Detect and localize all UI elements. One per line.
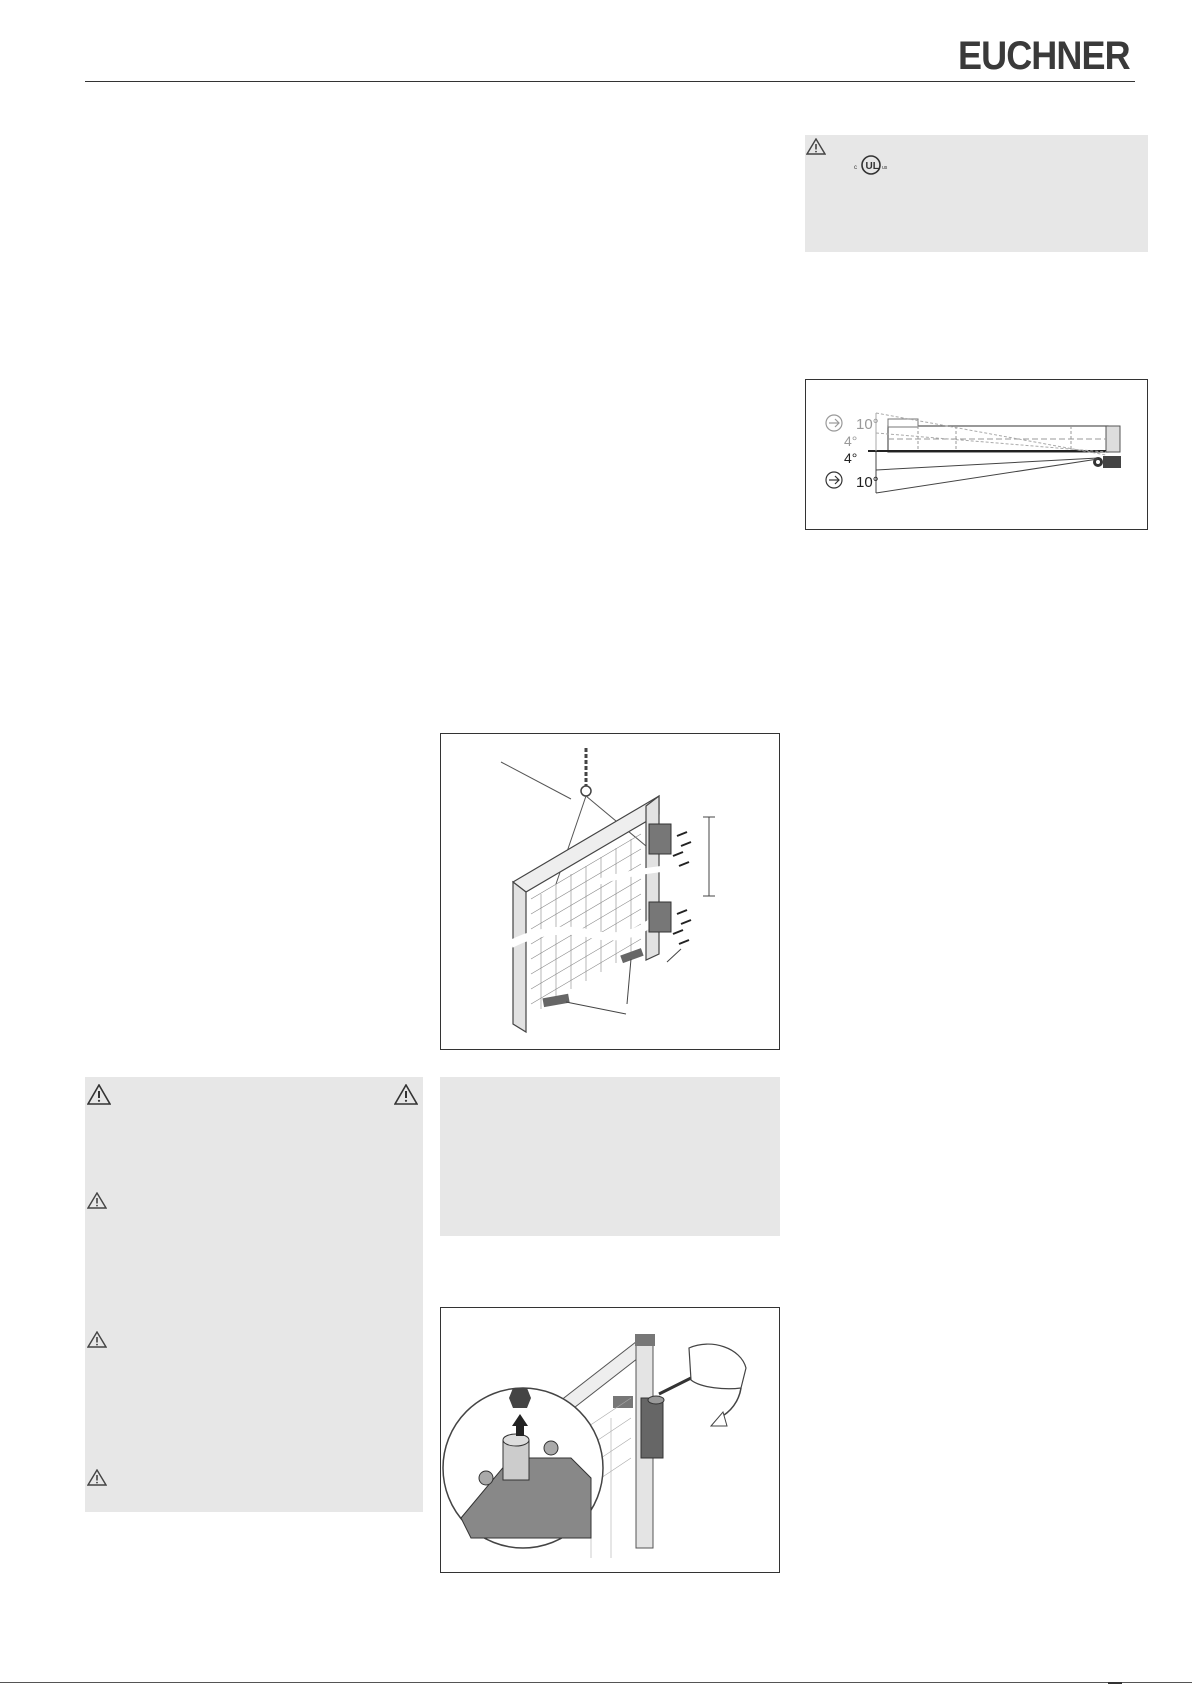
door-mounting-illustration	[441, 734, 779, 1049]
svg-text:UL: UL	[865, 161, 879, 172]
hinge-adjustment-illustration	[441, 1308, 779, 1572]
svg-text:us: us	[882, 165, 888, 171]
warning-icon	[87, 1469, 107, 1486]
warning-icon	[394, 1084, 418, 1105]
ul-notice-box	[805, 135, 1148, 252]
ul-certification-icon	[854, 154, 890, 176]
hinge-adjustment-figure	[440, 1307, 780, 1573]
arrow-circle-icon	[826, 472, 842, 488]
safety-warnings-box	[85, 1077, 423, 1512]
footer-rule	[0, 1682, 1192, 1683]
angle-label-top-outer: 10°	[856, 416, 879, 433]
door-mounting-figure	[440, 733, 780, 1050]
svg-text:c: c	[854, 165, 857, 171]
angle-label-bottom-inner: 4°	[844, 450, 858, 466]
angle-tolerance-diagram	[806, 380, 1147, 529]
arrow-circle-icon	[826, 415, 842, 431]
brand-logo: EUCHNER	[958, 34, 1130, 78]
angle-label-top-inner: 4°	[844, 433, 858, 449]
warning-icon	[87, 1331, 107, 1348]
warning-icon	[87, 1192, 107, 1209]
warning-icon	[87, 1084, 111, 1105]
note-box	[440, 1077, 780, 1236]
angle-label-bottom-outer: 10°	[856, 474, 879, 491]
angle-tolerance-figure	[805, 379, 1148, 530]
footer-tick	[1108, 1682, 1122, 1684]
warning-icon	[806, 138, 826, 155]
header-rule	[85, 81, 1135, 82]
